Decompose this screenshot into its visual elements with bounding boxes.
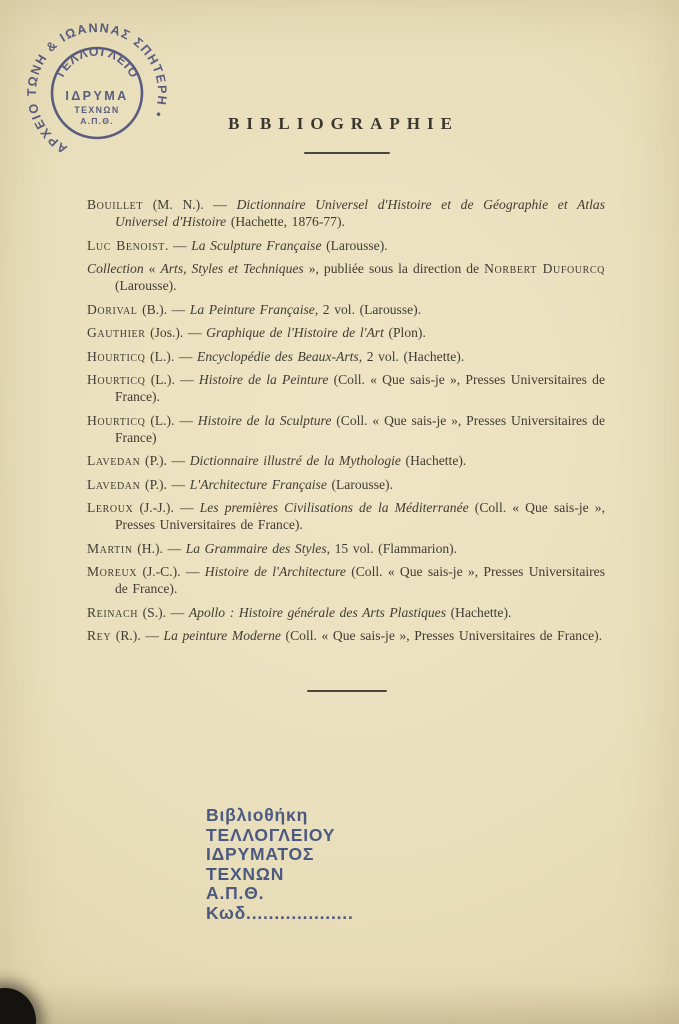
bibliography-entry — [87, 452, 605, 469]
entry-segment-plain: (Plon). — [383, 325, 426, 340]
entry-segment-sc: Lavedan — [87, 453, 141, 468]
entry-segment-plain: (Coll. « Que sais-je », Presses Universitaires de France). — [115, 500, 606, 532]
stamp-center-line: ΤΕΧΝΩΝ — [74, 105, 120, 115]
entry-segment-sc: Luc Benoist — [87, 237, 166, 253]
entry-segment-plain: », publiée sous la direction de — [303, 261, 485, 276]
entry-segment-plain: (P.). — — [140, 476, 190, 492]
library-stamp-line: ΙΔΡΥΜΑΤΟΣ — [206, 844, 315, 865]
library-stamp-line: Α.Π.Θ. — [206, 883, 265, 904]
entry-segment-plain: (Larousse). — [326, 476, 393, 492]
bibliography-entry — [87, 196, 605, 230]
entry-segment-plain: (Hachette). — [446, 604, 512, 620]
entry-segment-plain: (Coll. « Que sais-je », Presses Universitaires de France). — [280, 628, 603, 643]
entry-segment-plain: (L.). — — [145, 412, 198, 428]
entry-segment-plain: (Coll. « Que sais-je », Presses Universitaires de France). — [115, 564, 605, 596]
entry-segment-it: Histoire de l'Architecture — [204, 564, 346, 579]
entry-segment-plain: (J.-C.). — — [137, 564, 205, 579]
library-stamp-line: Βιβλιοθήκη — [206, 805, 309, 825]
entry-segment-plain: (Coll. « Que sais-je », Presses Universitaires de France). — [115, 372, 606, 404]
entry-segment-sc: Martin — [87, 540, 133, 556]
entry-segment-plain: « — [143, 261, 161, 276]
entry-segment-plain: (R.). — — [111, 628, 164, 643]
bibliography-entry — [87, 371, 605, 405]
page-title: BIBLIOGRAPHIE — [228, 114, 459, 133]
entry-segment-sc: Hourticq — [87, 348, 146, 364]
entry-segment-it: Arts, Styles et Techniques — [160, 261, 304, 276]
library-stamp-line: Κωδ................... — [206, 902, 354, 923]
entry-segment-plain: (S.). — — [138, 604, 189, 620]
entry-segment-sc: Gauthier — [87, 325, 146, 340]
entry-segment-plain: (P.). — — [140, 453, 190, 468]
archive-round-stamp — [22, 18, 172, 168]
entry-segment-plain: (H.). — — [132, 540, 186, 556]
entry-segment-it: Dictionnaire illustré de la Mythologie — [189, 453, 401, 468]
entry-segment-plain: , 2 vol. (Larousse). — [314, 301, 422, 317]
entry-segment-sc: Bouillet — [87, 197, 144, 212]
bibliography-entry — [87, 499, 605, 533]
entry-segment-plain: (B.). — — [137, 301, 190, 317]
entry-segment-it: La Peinture Française — [189, 301, 315, 317]
stamp-inner-arc-text: ΤΕΛΛΟΓΛΕΙΟ — [52, 44, 142, 81]
bibliography-entry — [87, 627, 605, 644]
entry-segment-it: Encyclopédie des Beaux-Arts — [197, 348, 359, 364]
bibliography-entry — [87, 348, 605, 365]
entry-segment-plain: (Hachette). — [400, 453, 467, 468]
entry-segment-sc: Reinach — [87, 604, 139, 620]
entry-segment-plain: , 2 vol. (Hachette). — [358, 348, 465, 364]
entry-segment-it: Histoire de la Sculpture — [197, 412, 332, 428]
entry-segment-it: Dictionnaire Universel d'Histoire et de Géographie et Atlas Universel d'Histoire — [115, 197, 605, 229]
entry-segment-it: La Sculpture Française — [191, 237, 322, 253]
entry-segment-plain: (J.-J.). — — [133, 500, 200, 515]
entry-segment-plain: (L.). — — [145, 348, 198, 364]
entry-segment-it: La Grammaire des Styles — [185, 540, 327, 556]
entry-segment-it: La peinture Moderne — [163, 628, 281, 643]
entry-segment-plain: . — — [165, 237, 192, 253]
bibliography-entry — [87, 540, 605, 557]
entry-segment-plain: (Larousse). — [115, 278, 177, 293]
bibliography-entry — [87, 237, 605, 254]
entry-segment-it: L'Architecture Française — [189, 476, 327, 492]
stamp-center-line: ΙΔΡΥΜΑ — [65, 89, 129, 103]
bibliography-entry — [87, 324, 605, 341]
entry-segment-plain: (M. N.). — — [143, 197, 237, 212]
entry-segment-it: Apollo : Histoire générale des Arts Plastiques — [188, 604, 447, 620]
entry-segment-plain: (Larousse). — [321, 237, 388, 253]
entry-segment-it: Histoire de la Peinture — [198, 372, 329, 387]
entry-segment-sc: Hourticq — [87, 412, 146, 428]
entry-segment-sc: Leroux — [87, 500, 134, 515]
bibliography-entry — [87, 604, 605, 621]
bibliography-entry — [87, 563, 605, 597]
bibliography-list — [87, 196, 605, 651]
title-divider-rule — [304, 152, 390, 154]
stamp-ring-text: ΑΡΧΕΙΟ ΤΩΝΗ & ΙΩΑΝΝΑΣ ΣΠΗΤΕΡΗ • — [24, 20, 170, 157]
library-stamp — [206, 806, 354, 924]
scan-corner-shadow — [0, 988, 36, 1024]
library-stamp-line: ΤΕΛΛΟΓΛΕΙΟΥ — [206, 824, 336, 845]
bibliography-entry — [87, 260, 605, 294]
entry-segment-sc: Hourticq — [87, 372, 146, 387]
library-stamp-line: ΤΕΧΝΩΝ — [206, 863, 285, 884]
bibliography-entry — [87, 412, 605, 446]
entry-segment-plain: (Hachette, 1876-77). — [226, 214, 345, 229]
stamp-center-line: Α.Π.Θ. — [80, 116, 114, 126]
bibliography-entry — [87, 476, 605, 493]
entry-segment-plain: (Coll. « Que sais-je », Presses Universitaires de France) — [115, 412, 605, 445]
entry-segment-it: Collection — [87, 261, 144, 276]
page-bottom-shading — [0, 984, 679, 1024]
entry-segment-plain: (Jos.). — — [145, 325, 207, 340]
entry-segment-it: Les premières Civilisations de la Méditerranée — [199, 500, 469, 515]
entry-segment-sc: Moreux — [87, 564, 138, 579]
entry-segment-sc: Norbert Dufourcq — [484, 261, 605, 276]
bibliography-entry — [87, 301, 605, 318]
entry-segment-it: Graphique de l'Histoire de l'Art — [206, 325, 384, 340]
entry-segment-sc: Lavedan — [87, 476, 141, 492]
entry-segment-plain: (L.). — — [145, 372, 199, 387]
entry-segment-sc: Rey — [87, 628, 112, 643]
end-divider-rule — [307, 690, 387, 692]
entry-segment-sc: Dorival — [87, 301, 138, 317]
entry-segment-plain: , 15 vol. (Flammarion). — [326, 540, 458, 556]
